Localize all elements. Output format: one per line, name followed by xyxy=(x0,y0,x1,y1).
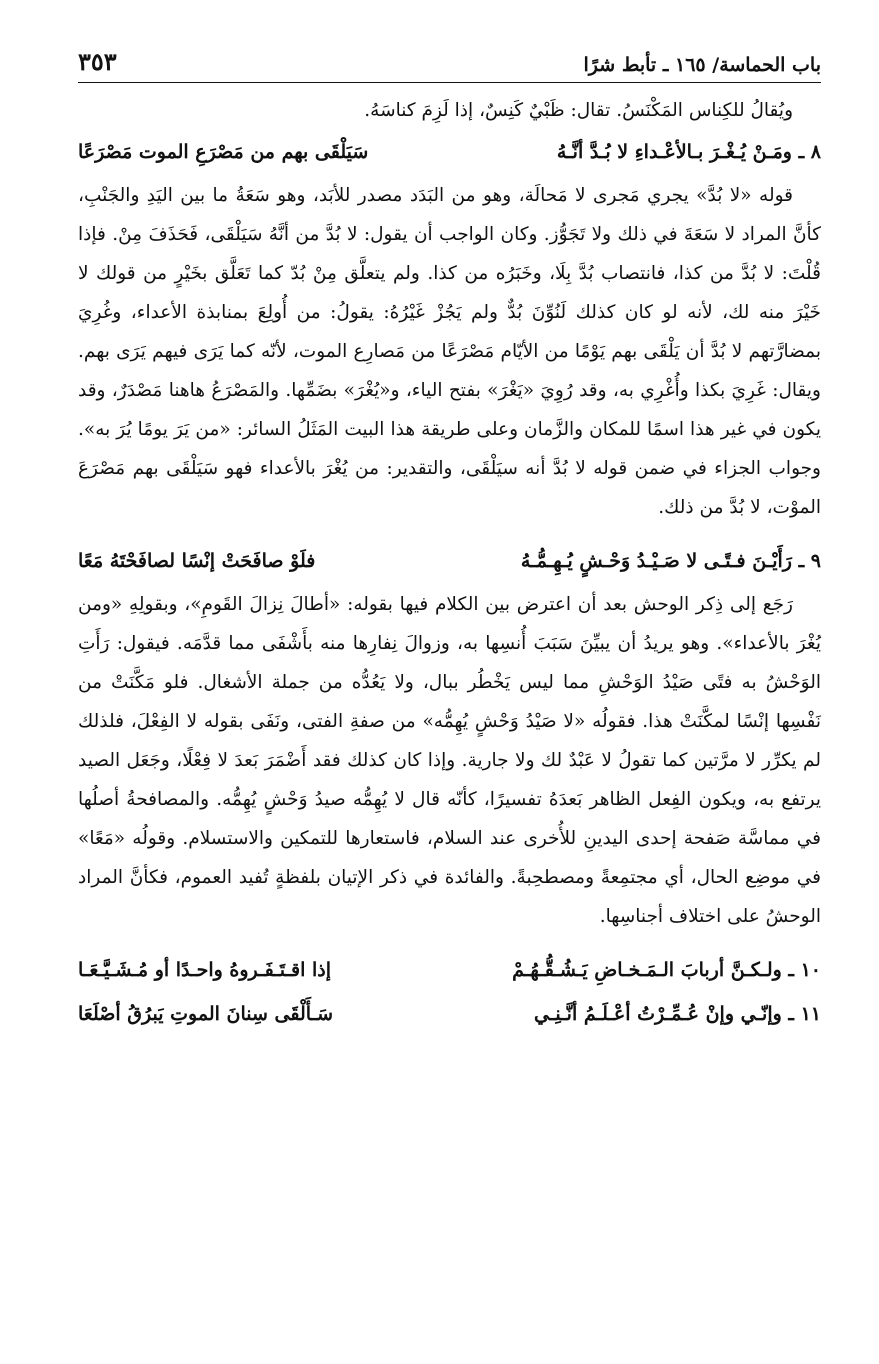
verse-10 xyxy=(78,950,821,990)
verse-second-hemistich: فلَوْ صافَحَتْ إنْسًا لصافَحْتَهُ مَعًا xyxy=(78,550,316,572)
page-body xyxy=(78,91,821,1034)
verse-second-hemistich: سَـأَلْقَى سِنانَ الموتِ يَبرُقُ أصْلَعَا xyxy=(78,1003,334,1025)
running-title: باب الحماسة/ ١٦٥ ـ تأبط شرًا xyxy=(583,54,821,76)
commentary-paragraph: قوله «لا بُدَّ» يجري مَجرى لا مَحالَة، وهو من البَدَد مصدر للأبَد، وهو سَعَةُ ما بين اليَدِ والجَنْبِ، كأنَّ المراد لا سَعَةَ في ذلك ولا تَجَوُّز. وكان الواجب أن يقول: لا بُدَّ من أنَّهُ سَيَلْقَى، فَحَذَفَ مِنْ. فإذا قُلْتَ: لا بُدَّ من كذا، فانتصاب بُدَّ بِلَا، وخَبَرُه من كذا. ولم يتعلَّق مِنْ بُدّ كما تَعَلَّق بخَيْرٍ من قولك لا خَيْرَ منه لك، لأنه لو كان كذلك لَنُوِّنَ بُدٌّ ولم يَجُزْ غَيْرُهُ: يقولُ: من أُولِعَ بمنابذة الأعداء، وغُرِيَ بمضارَّتهم لا بُدَّ أن يَلْقَى بهم يَوْمًا من الأيّام مَصْرَعًا من مَصارِع الموت، لأنّه كما يَرَى فيهم يَرَى بهم. ويقال: غَرِيَ بكذا وأُغْرِي به، وقد رُوِيَ «يَغْرَ» بفتح الياء، و«يُغْرَ» بضَمِّها. والمَصْرَعُ هاهنا مَصْدَرٌ، وقد يكون في غير هذا اسمًا للمكان والزَّمان وعلى طريقة هذا البيت المَثَلُ السائر: «من يَرَ يومًا يُرَ به». وجواب الجزاء في ضمن قوله لا بُدَّ أنه سيَلْقَى، والتقدير: من يُغْرَ بالأعداء فهو سَيَلْقَى بهم مَصْرَعَ الموْت، لا بُدَّ من ذلك. xyxy=(78,185,821,518)
page-header xyxy=(78,40,821,83)
verse-first-hemistich: ٩ ـ رَأَيْـنَ فـتًـى لا صَـيْـدُ وَحْـشٍ يُـهِـمُّـهُ xyxy=(520,550,821,572)
verse-9 xyxy=(78,541,821,581)
verse-second-hemistich: إذا اقـتَـفَـروهُ واحـدًا أو مُـشَـيَّـعَـا xyxy=(78,959,332,981)
page-number: ٣٥٣ xyxy=(78,47,117,76)
verse-first-hemistich: ١٠ ـ ولـكـنَّ أربابَ الـمَـخـاضِ يَـشُـقُّـهُـمْ xyxy=(512,959,821,981)
verse-8 xyxy=(78,132,821,172)
spacer xyxy=(78,936,821,948)
verse-11 xyxy=(78,994,821,1034)
commentary-paragraph: ويُقالُ للكِناس المَكْنَسُ. تقال: ظَبْيٌ كَنِسٌ، إذا لَزِمَ كناسَهُ. xyxy=(364,100,793,121)
commentary-paragraph: رَجَع إلى ذِكر الوحش بعد أن اعترض بين الكلام فيها بقوله: «أطالَ نِزالَ القَومِ»، وبقولِهِ «ومن يُغْرَ بالأعداء». وهو يريدُ أن يبيِّنَ سَبَبَ أُنسِها به، وزوالَ نِفارِها منه بأَشْفَى مما قدَّمَه. فيقول: رَأَتِ الوَحْشُ به فتًى صَيْدُ الوَحْشِ مما ليس يَخْطُر ببال، ولا يَعُدُّه من جملة الأشغال. فلو مَكَّنَتْ من نَفْسِها إنْسًا لمكَّنَتْ هذا. فقولُه «لا صَيْدُ وَحْشٍ يُهِمُّه» من صفةِ الفتى، ونَفَى بقوله لا الفِعْلَ، فلذلك لم يكرِّر لا مرَّتين كما تقولُ لا عَبْدٌ لك ولا جارية. وإذا كان كذلك فقد أَضْمَرَ بَعدَ لا فِعْلًا، وجَعَل الصيد يرتفع به، ويكون الفِعل الظاهر بَعدَهُ تفسيرًا، كأنّه قال لا يُهِمُّه صيدُ وَحْشٍ يُهِمُّه. والمصافحةُ أصلُها في مماسَّة صَفحة إحدى اليدينِ للأُخرى عند السلام، فاستعارها للتمكين والاستسلام. وقولُه «مَعًا» في موضِع الحال، أي مجتمِعةً ومصطحِبةً. والفائدة في ذكر الإتيان بلفظةٍ تُفيد العموم، فكأنَّ المراد الوحشُ على اختلاف أجناسِها. xyxy=(78,594,821,927)
verse-second-hemistich: سَيَلْقَى بهم من مَصْرَعِ الموت مَصْرَعًا xyxy=(78,141,369,163)
verse-first-hemistich: ١١ ـ وإنّـي وإنْ عُـمِّـرْتُ أعْـلَـمُ أنَّـنِـي xyxy=(533,1003,821,1025)
verse-first-hemistich: ٨ ـ ومَـنْ يُـغْـرَ بـالأعْـداءِ لا بُـدَّ أنَّـهُ xyxy=(556,141,821,163)
